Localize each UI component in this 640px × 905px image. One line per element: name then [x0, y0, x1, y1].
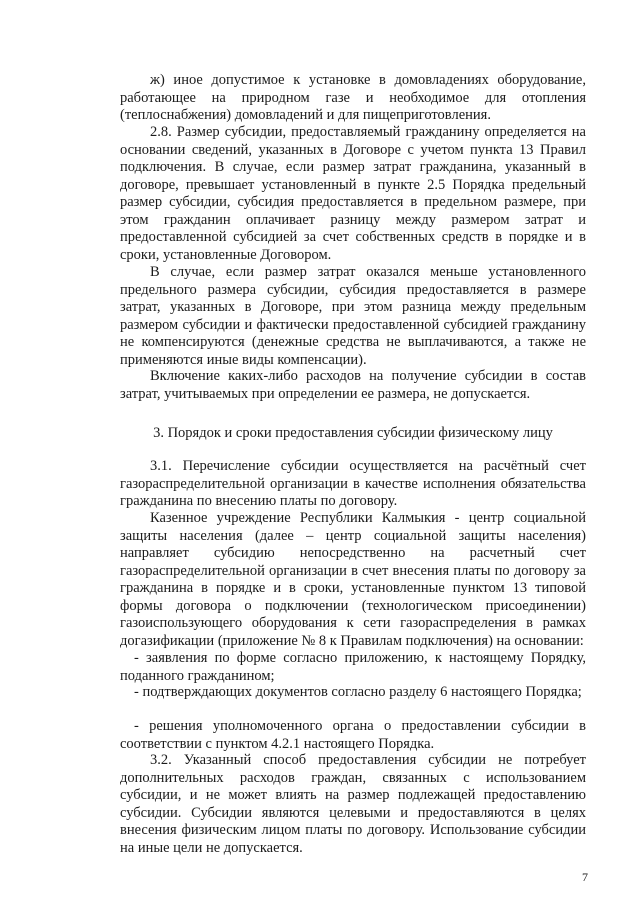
- paragraph-3-2: 3.2. Указанный способ предоставления субсидии не потребует дополнительных расходов граждан, связанных с использованием субсидии, и не может влиять на размер подлежащей предоставлению субсидии. Субсидии являются целевыми и предоставляются в целях внесения физическим лицом платы по договору. Использование субсидии на иные цели не допускается.: [120, 752, 586, 856]
- paragraph-lesser-costs: В случае, если размер затрат оказался меньше установленного предельного размера субсидии, субсидия предоставляется в размере затрат, указанных в Договоре, при этом разница между предельным размером субсидии и фактически предоставленной субсидией гражданину не компенсируются (денежные средства не выплачиваются, а также не применяются иные виды компенсации).: [120, 264, 586, 368]
- paragraph-2-8: 2.8. Размер субсидии, предоставляемый гражданину определяется на основании сведений, указанных в Договоре с учетом пункта 13 Правил подключения. В случае, если размер затрат гражданина, указанный в договоре, превышает установленный в пункте 2.5 Порядка предельный размер субсидии, субсидия предоставляется в предельном размере, при этом гражданин оплачивает разницу между размером затрат и предоставленной субсидией за счет собственных средств в порядке и в сроки, установленные Договором.: [120, 124, 586, 263]
- bullet-application: - заявления по форме согласно приложению, к настоящему Порядку, поданного гражданином;: [120, 650, 586, 684]
- section-heading-3: 3. Порядок и сроки предоставления субсидии физическому лицу: [153, 425, 553, 441]
- bullet-documents: - подтверждающих документов согласно разделу 6 настоящего Порядка;: [134, 684, 582, 700]
- paragraph-3-1: 3.1. Перечисление субсидии осуществляется на расчётный счет газораспределительной организации в качестве исполнения обязательства гражданина по внесению платы по договору.: [120, 458, 586, 509]
- paragraph-kazennoe: Казенное учреждение Республики Калмыкия - центр социальной защиты населения (далее – центр социальной защиты населения) направляет субсидию непосредственно на расчетный счет газораспределительной организации в счет внесения платы по договору за гражданина в порядке и в сроки, установленные пунктом 13 типовой формы договора о подключении (технологическом присоединении) газоиспользующего оборудования к сети газораспределения в рамках догазификации (приложение № 8 к Правилам подключения) на основании:: [120, 510, 586, 649]
- paragraph-inclusion: Включение каких-либо расходов на получение субсидии в состав затрат, учитываемых при определении ее размера, не допускается.: [120, 368, 586, 402]
- paragraph-item-zh: ж) иное допустимое к установке в домовладениях оборудование, работающее на природном газе и необходимое для отопления (теплоснабжения) домовладений и для пищеприготовления.: [120, 72, 586, 123]
- bullet-decision: - решения уполномоченного органа о предоставлении субсидии в соответствии с пунктом 4.2.1 настоящего Порядка.: [120, 718, 586, 752]
- page-number: 7: [582, 870, 588, 884]
